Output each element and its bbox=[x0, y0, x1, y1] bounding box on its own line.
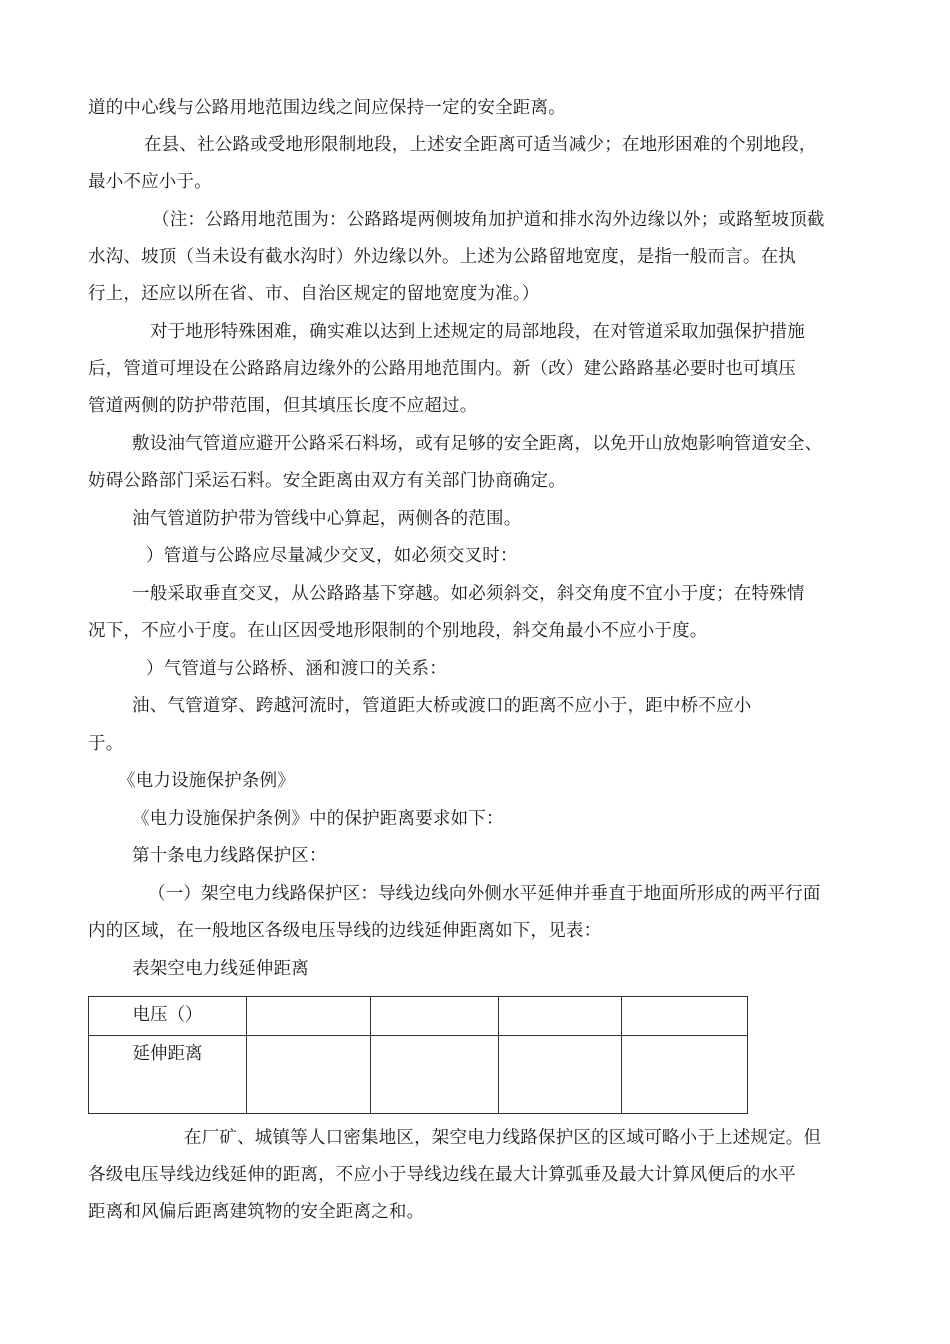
paragraph-line: （注：公路用地范围为：公路路堤两侧坡角加护道和排水沟外边缘以外；或路堑坡顶截 bbox=[152, 210, 825, 230]
paragraph-line: 况下，不应小于度。在山区因受地形限制的个别地段，斜交角最小不应小于度。 bbox=[88, 621, 708, 641]
distance-header-cell: 延伸距离 bbox=[89, 1036, 247, 1114]
table-cell bbox=[499, 1036, 622, 1114]
section-heading: 《电力设施保护条例》 bbox=[118, 771, 295, 791]
paragraph-line: 一般采取垂直交叉，从公路路基下穿越。如必须斜交，斜交角度不宜小于度；在特殊情 bbox=[132, 584, 805, 604]
table-cell bbox=[247, 1036, 371, 1114]
voltage-header-cell: 电压（） bbox=[89, 997, 247, 1036]
table-cell bbox=[247, 997, 371, 1036]
paragraph-line: 敷设油气管道应避开公路采石料场，或有足够的安全距离，以免开山放炮影响管道安全、 bbox=[132, 434, 823, 454]
paragraph-line: 行上，还应以所在省、市、自治区规定的留地宽度为准。） bbox=[88, 284, 540, 304]
paragraph-line: （一）架空电力线路保护区：导线边线向外侧水平延伸并垂直于地面所形成的两平行面 bbox=[148, 884, 821, 904]
paragraph-line: 各级电压导线边线延伸的距离，不应小于导线边线在最大计算弧垂及最大计算风便后的水平 bbox=[88, 1165, 796, 1185]
paragraph-line: 妨碍公路部门采运石料。安全距离由双方有关部门协商确定。 bbox=[88, 471, 566, 491]
paragraph-line: 水沟、坡顶（当未设有截水沟时）外边缘以外。上述为公路留地宽度，是指一般而言。在执 bbox=[88, 247, 796, 267]
paragraph-line: 距离和风偏后距离建筑物的安全距离之和。 bbox=[88, 1202, 425, 1222]
table-cell bbox=[622, 1036, 748, 1114]
extension-distance-table bbox=[88, 996, 748, 1114]
table-cell bbox=[499, 997, 622, 1036]
table-row bbox=[89, 1036, 748, 1114]
paragraph-line: 道的中心线与公路用地范围边线之间应保持一定的安全距离。 bbox=[88, 98, 566, 118]
paragraph-line: 于。 bbox=[88, 734, 124, 754]
table-caption: 表架空电力线延伸距离 bbox=[132, 959, 309, 979]
paragraph-line: 最小不应小于。 bbox=[88, 172, 212, 192]
paragraph-line: 管道两侧的防护带范围，但其填压长度不应超过。 bbox=[88, 396, 478, 416]
paragraph-line: ）管道与公路应尽量减少交叉，如必须交叉时： bbox=[146, 546, 518, 566]
table-cell bbox=[371, 1036, 499, 1114]
paragraph-line: 对于地形特殊困难，确实难以达到上述规定的局部地段，在对管道采取加强保护措施 bbox=[150, 322, 805, 342]
paragraph-line: 油气管道防护带为管线中心算起，两侧各的范围。 bbox=[132, 509, 522, 529]
paragraph-line: 第十条电力线路保护区： bbox=[132, 846, 327, 866]
paragraph-line: 油、气管道穿、跨越河流时，管道距大桥或渡口的距离不应小于，距中桥不应小 bbox=[132, 696, 752, 716]
paragraph-line: ）气管道与公路桥、涵和渡口的关系： bbox=[146, 659, 447, 679]
paragraph-line: 在县、社公路或受地形限制地段，上述安全距离可适当减少；在地形困难的个别地段， bbox=[144, 135, 817, 155]
paragraph-line: 后，管道可埋设在公路路肩边缘外的公路用地范围内。新（改）建公路路基必要时也可填压 bbox=[88, 359, 796, 379]
table-cell bbox=[622, 997, 748, 1036]
paragraph-line: 《电力设施保护条例》中的保护距离要求如下： bbox=[132, 809, 504, 829]
paragraph-line: 在厂矿、城镇等人口密集地区，架空电力线路保护区的区域可略小于上述规定。但 bbox=[184, 1128, 822, 1148]
table-cell bbox=[371, 997, 499, 1036]
table-row bbox=[89, 997, 748, 1036]
paragraph-line: 内的区域，在一般地区各级电压导线的边线延伸距离如下，见表： bbox=[88, 921, 602, 941]
